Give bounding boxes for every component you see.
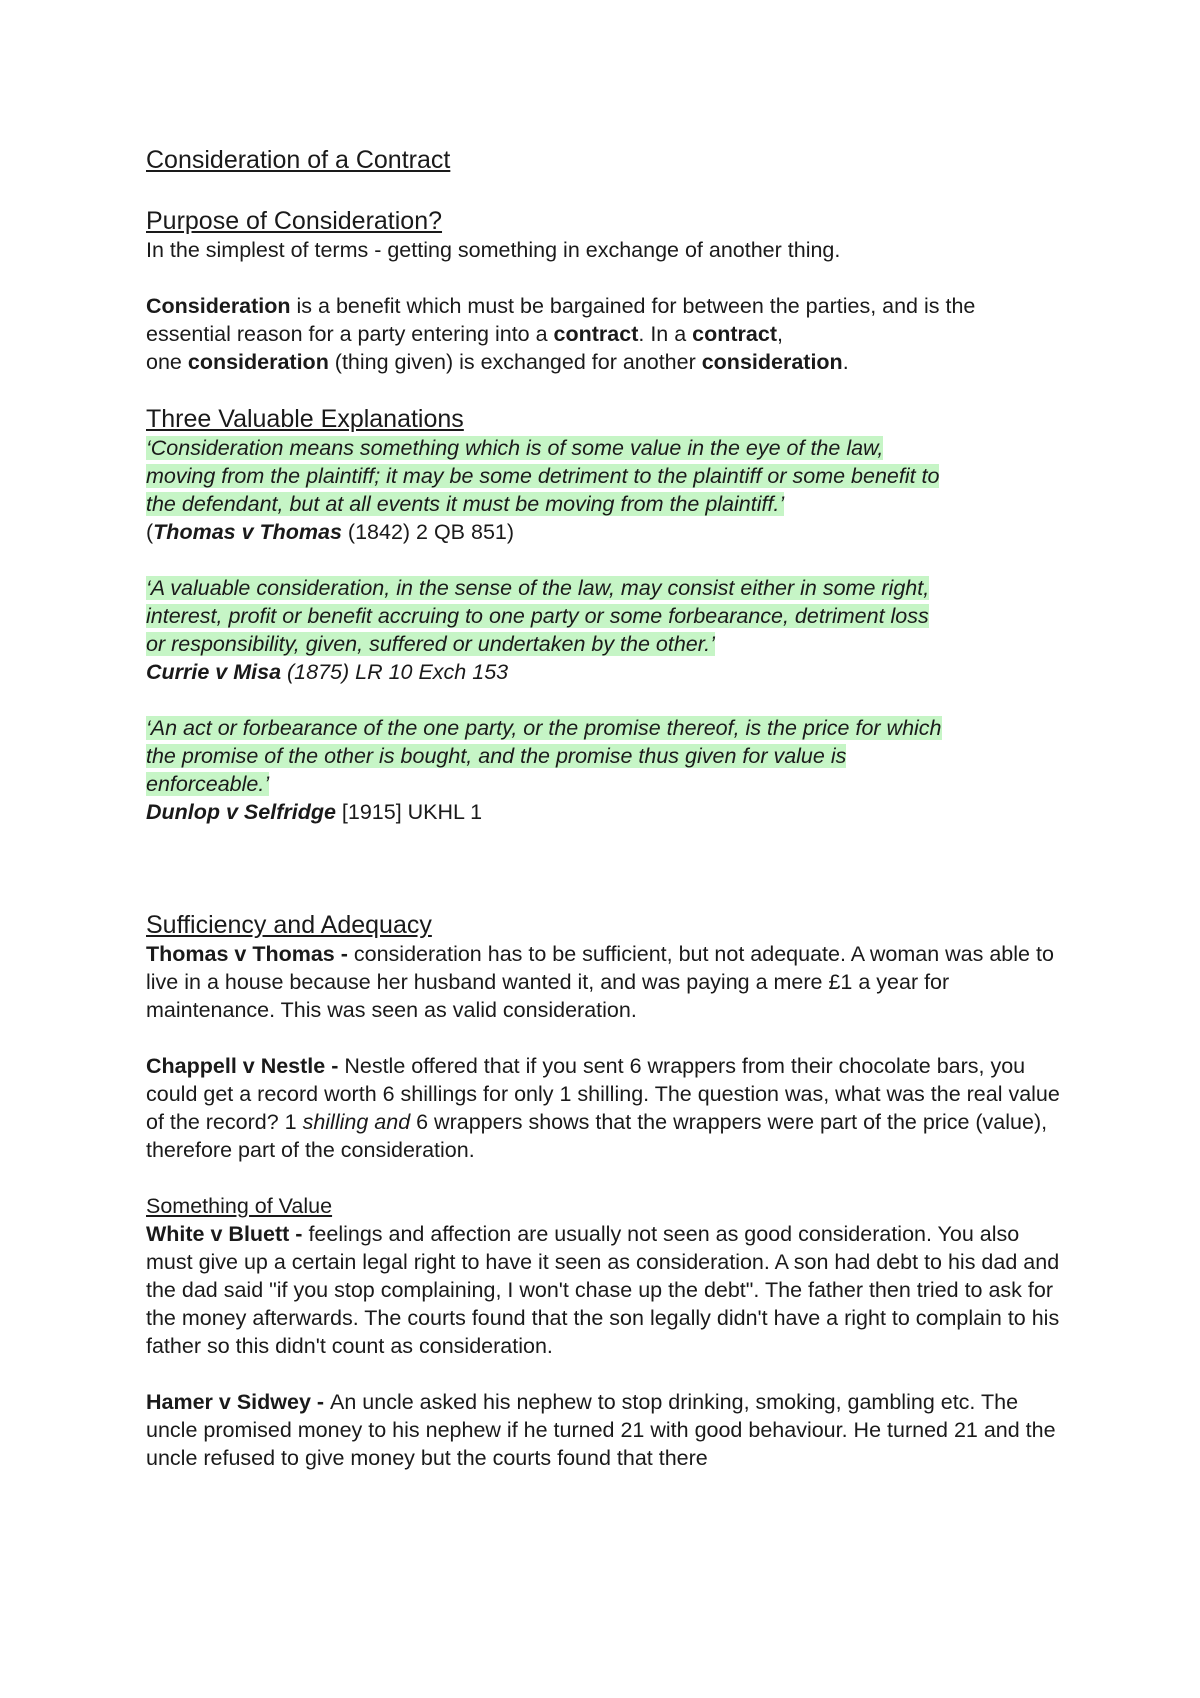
subheading-value: Something of Value — [146, 1194, 333, 1218]
quote-line: or responsibility, given, suffered or undertaken by the other.’ — [146, 632, 715, 656]
term-consideration: consideration — [187, 350, 329, 374]
document-title: Consideration of a Contract — [146, 146, 451, 174]
citation-dunlop: Dunlop v Selfridge [1915] UKHL 1 — [146, 800, 483, 824]
quote-line: ‘An act or forbearance of the one party, or the promise thereof, is the price for which — [146, 716, 942, 740]
term-contract: contract — [692, 322, 777, 346]
quote-dunlop — [146, 714, 1060, 826]
case-chappell: Chappell v Nestle - Nestle offered that if you sent 6 wrappers from their chocolate bars, you could get a record worth 6 shillings for only 1 shilling. The question was, what was the real value of the record? 1 shilling and 6 wrappers shows that the wrappers were part of the price (value), therefore part of the consideration. — [146, 1054, 1060, 1162]
citation-thomas: (Thomas v Thomas (1842) 2 QB 851) — [146, 520, 515, 544]
quote-thomas — [146, 434, 1060, 546]
quote-line: ‘Consideration means something which is of some value in the eye of the law, — [146, 436, 884, 460]
case-thomas: Thomas v Thomas - consideration has to be sufficient, but not adequate. A woman was able to live in a house because her husband wanted it, and was paying a mere £1 a year for maintenance. This was seen as valid consideration. — [146, 942, 1054, 1022]
quote-line: the defendant, but at all events it must be moving from the plaintiff.’ — [146, 492, 785, 516]
case-white: White v Bluett - feelings and affection are usually not seen as good consideration. You also must give up a certain legal right to have it seen as consideration. A son had debt to his dad and the dad said "if you stop complaining, I won't chase up the debt". The father then tried to ask for the money afterwards. The courts found that the son legally didn't have a right to complain to his father so this didn't count as consideration. — [146, 1222, 1060, 1358]
definition-paragraph: Consideration is a benefit which must be bargained for between the parties, and is the essential reason for a party entering into a contract. In a contract, one consideration (thing given) is exchanged for another consideration. — [146, 294, 976, 374]
case-hamer: Hamer v Sidwey - An uncle asked his nephew to stop drinking, smoking, gambling etc. The uncle promised money to his nephew if he turned 21 with good behaviour. He turned 21 and the uncle refused to give money but the courts found that there — [146, 1390, 1056, 1470]
heading-explanations: Three Valuable Explanations — [146, 405, 464, 433]
quote-line: the promise of the other is bought, and the promise thus given for value is — [146, 744, 847, 768]
purpose-text: In the simplest of terms - getting something in exchange of another thing. — [146, 238, 841, 262]
heading-purpose: Purpose of Consideration? — [146, 207, 443, 235]
term-contract: contract — [553, 322, 639, 346]
quote-line: moving from the plaintiff; it may be some detriment to the plaintiff or some benefit to — [146, 464, 940, 488]
heading-sufficiency: Sufficiency and Adequacy — [146, 911, 432, 939]
citation-currie: Currie v Misa (1875) LR 10 Exch 153 — [146, 660, 509, 684]
quote-currie — [146, 574, 1060, 686]
quote-line: ‘A valuable consideration, in the sense of the law, may consist either in some right, — [146, 576, 930, 600]
term-consideration: Consideration — [146, 294, 291, 318]
quote-line: interest, profit or benefit accruing to one party or some forbearance, detriment loss — [146, 604, 929, 628]
quote-line: enforceable.’ — [146, 772, 270, 796]
term-consideration: consideration — [701, 350, 843, 374]
